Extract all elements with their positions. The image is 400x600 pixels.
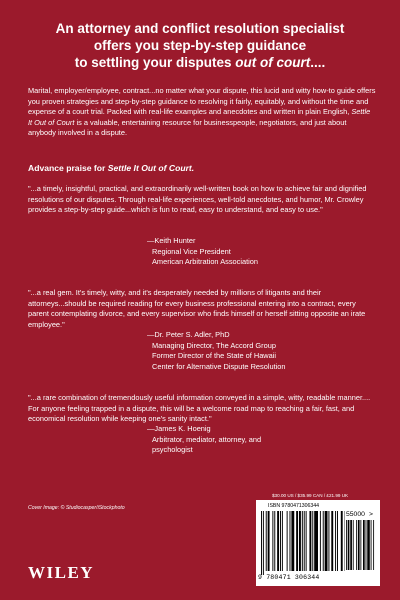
barcode-bar bbox=[287, 511, 288, 571]
barcode bbox=[256, 500, 380, 586]
barcode-bar bbox=[346, 520, 347, 570]
barcode-bar bbox=[314, 511, 318, 571]
barcode-bar bbox=[323, 511, 324, 571]
praise-heading-title: Settle It Out of Court. bbox=[107, 163, 195, 173]
barcode-bar bbox=[291, 511, 294, 571]
barcode-bar bbox=[367, 520, 370, 570]
barcode-bar bbox=[363, 520, 365, 570]
attribution-title: Arbitrator, mediator, attorney, and bbox=[152, 434, 262, 444]
attribution-name: —Keith Hunter bbox=[147, 236, 196, 245]
barcode-bar bbox=[373, 520, 374, 570]
barcode-bar bbox=[299, 511, 301, 571]
barcode-bar bbox=[302, 511, 303, 571]
intro-part-2: is a valuable, entertaining resource for businesspeople, negotiators, and just about anybody involved in a dispute. bbox=[28, 117, 347, 138]
headline-line-3-prefix: to settling your disputes bbox=[74, 55, 236, 70]
barcode-bar bbox=[274, 511, 275, 571]
attribution-title: Managing Director, The Accord Group bbox=[152, 340, 276, 350]
headline bbox=[40, 20, 360, 71]
quote-text: "...a rare combination of tremendously useful information conveyed in a simple, witty, readable manner.... For anyone feeling trapped in a dispute, this will be a welcome road map to reaching a fair, fast, and economical resolution while keeping one's sanity intact." bbox=[28, 393, 371, 424]
attribution-title: psychologist bbox=[152, 445, 193, 455]
barcode-bar bbox=[353, 520, 354, 570]
attribution-name: —James K. Hoenig bbox=[147, 424, 211, 433]
barcode-bar bbox=[280, 511, 281, 571]
barcode-bar bbox=[304, 511, 305, 571]
barcode-bar bbox=[309, 511, 311, 571]
barcode-bar bbox=[337, 511, 338, 571]
attribution-org: American Arbitration Association bbox=[152, 257, 258, 267]
quote-attribution bbox=[147, 236, 258, 268]
barcode-bar bbox=[328, 511, 329, 571]
barcode-bar bbox=[296, 511, 298, 571]
praise-heading bbox=[28, 163, 368, 173]
headline-emphasis: out of court bbox=[235, 55, 311, 70]
quote-attribution bbox=[147, 424, 262, 456]
barcode-bar bbox=[366, 520, 367, 570]
intro-book-title: Settle It Out of Court bbox=[28, 107, 371, 127]
barcode-bar bbox=[277, 511, 279, 571]
barcode-bar bbox=[306, 511, 307, 571]
praise-quote bbox=[28, 184, 378, 216]
barcode-bar bbox=[263, 511, 264, 575]
barcode-bar bbox=[360, 520, 361, 570]
attribution-title: Regional Vice President bbox=[152, 246, 231, 256]
barcode-bar bbox=[335, 511, 336, 571]
price-line: $30.00 US / $35.99 CAN / £21.99 UK bbox=[272, 493, 349, 498]
barcode-bar bbox=[266, 511, 267, 571]
barcode-bar bbox=[282, 511, 283, 571]
intro-paragraph bbox=[28, 86, 376, 139]
barcode-bar bbox=[371, 520, 372, 570]
barcode-bar bbox=[331, 511, 333, 571]
barcode-bar bbox=[261, 511, 262, 575]
barcode-bar bbox=[272, 511, 273, 571]
barcode-bar bbox=[325, 511, 328, 571]
attribution-name: —Dr. Peter S. Adler, PhD bbox=[147, 330, 230, 339]
barcode-bar bbox=[356, 520, 357, 570]
barcode-bar bbox=[348, 520, 350, 570]
barcode-bar bbox=[268, 511, 270, 571]
addon-arrow: > bbox=[369, 511, 373, 518]
barcode-bar bbox=[341, 511, 343, 571]
attribution-org: Center for Alternative Dispute Resolution bbox=[152, 361, 286, 371]
quote-text: "...a real gem. It's timely, witty, and it's desperately needed by millions of litigants and their attorneys...should be required reading for every business professional entering into a contract, every parent contemplating divorce, and every supervisor who finds himself or herself sitting opposite an irate employee." bbox=[28, 288, 366, 329]
ean-digits: 9 780471 306344 bbox=[258, 574, 320, 581]
barcode-bar bbox=[290, 511, 291, 571]
addon-barcode-bars bbox=[346, 520, 376, 574]
ean-barcode-bars bbox=[261, 511, 345, 575]
praise-heading-prefix: Advance praise for bbox=[28, 163, 108, 173]
headline-line-2: offers you step-by-step guidance bbox=[93, 38, 307, 53]
praise-quote bbox=[28, 288, 378, 330]
cover-image-credit: Cover Image: © Studiocasper/iStockphoto bbox=[28, 505, 125, 511]
attribution-title: Former Director of the State of Hawaii bbox=[152, 351, 277, 361]
headline-line-3-suffix: .... bbox=[310, 55, 326, 70]
praise-quote bbox=[28, 393, 378, 425]
barcode-bar bbox=[358, 520, 360, 570]
headline-line-1: An attorney and conflict resolution specialist bbox=[55, 21, 345, 36]
addon-code: 55000 bbox=[346, 511, 365, 518]
barcode-bar bbox=[350, 520, 352, 570]
isbn-label: ISBN 9780471306344 bbox=[268, 503, 320, 509]
intro-part-1: Marital, employer/employee, contract...no matter what your dispute, this lucid and witty how-to guide offers you proven strategies and step-by-step guidance to resolving it fairly, equitably, and without the time and expense of a court trial. Packed with real-life examples and anecdotes and written in plain English, bbox=[28, 86, 376, 117]
quote-text: "...a timely, insightful, practical, and extraordinarily well-written book on how to achieve fair and dignified resolutions of our disputes. Through real-life experiences, well-told anecdotes, and humor, Mr. Crowley provides a step-by-step guide...which is fun to read, easy to understand, and easy to use." bbox=[28, 184, 367, 215]
publisher-logo: WILEY bbox=[28, 563, 95, 582]
barcode-bar bbox=[320, 511, 321, 571]
barcode-bar bbox=[312, 511, 313, 571]
headline-line-3 bbox=[40, 54, 360, 71]
quote-attribution bbox=[147, 330, 286, 372]
